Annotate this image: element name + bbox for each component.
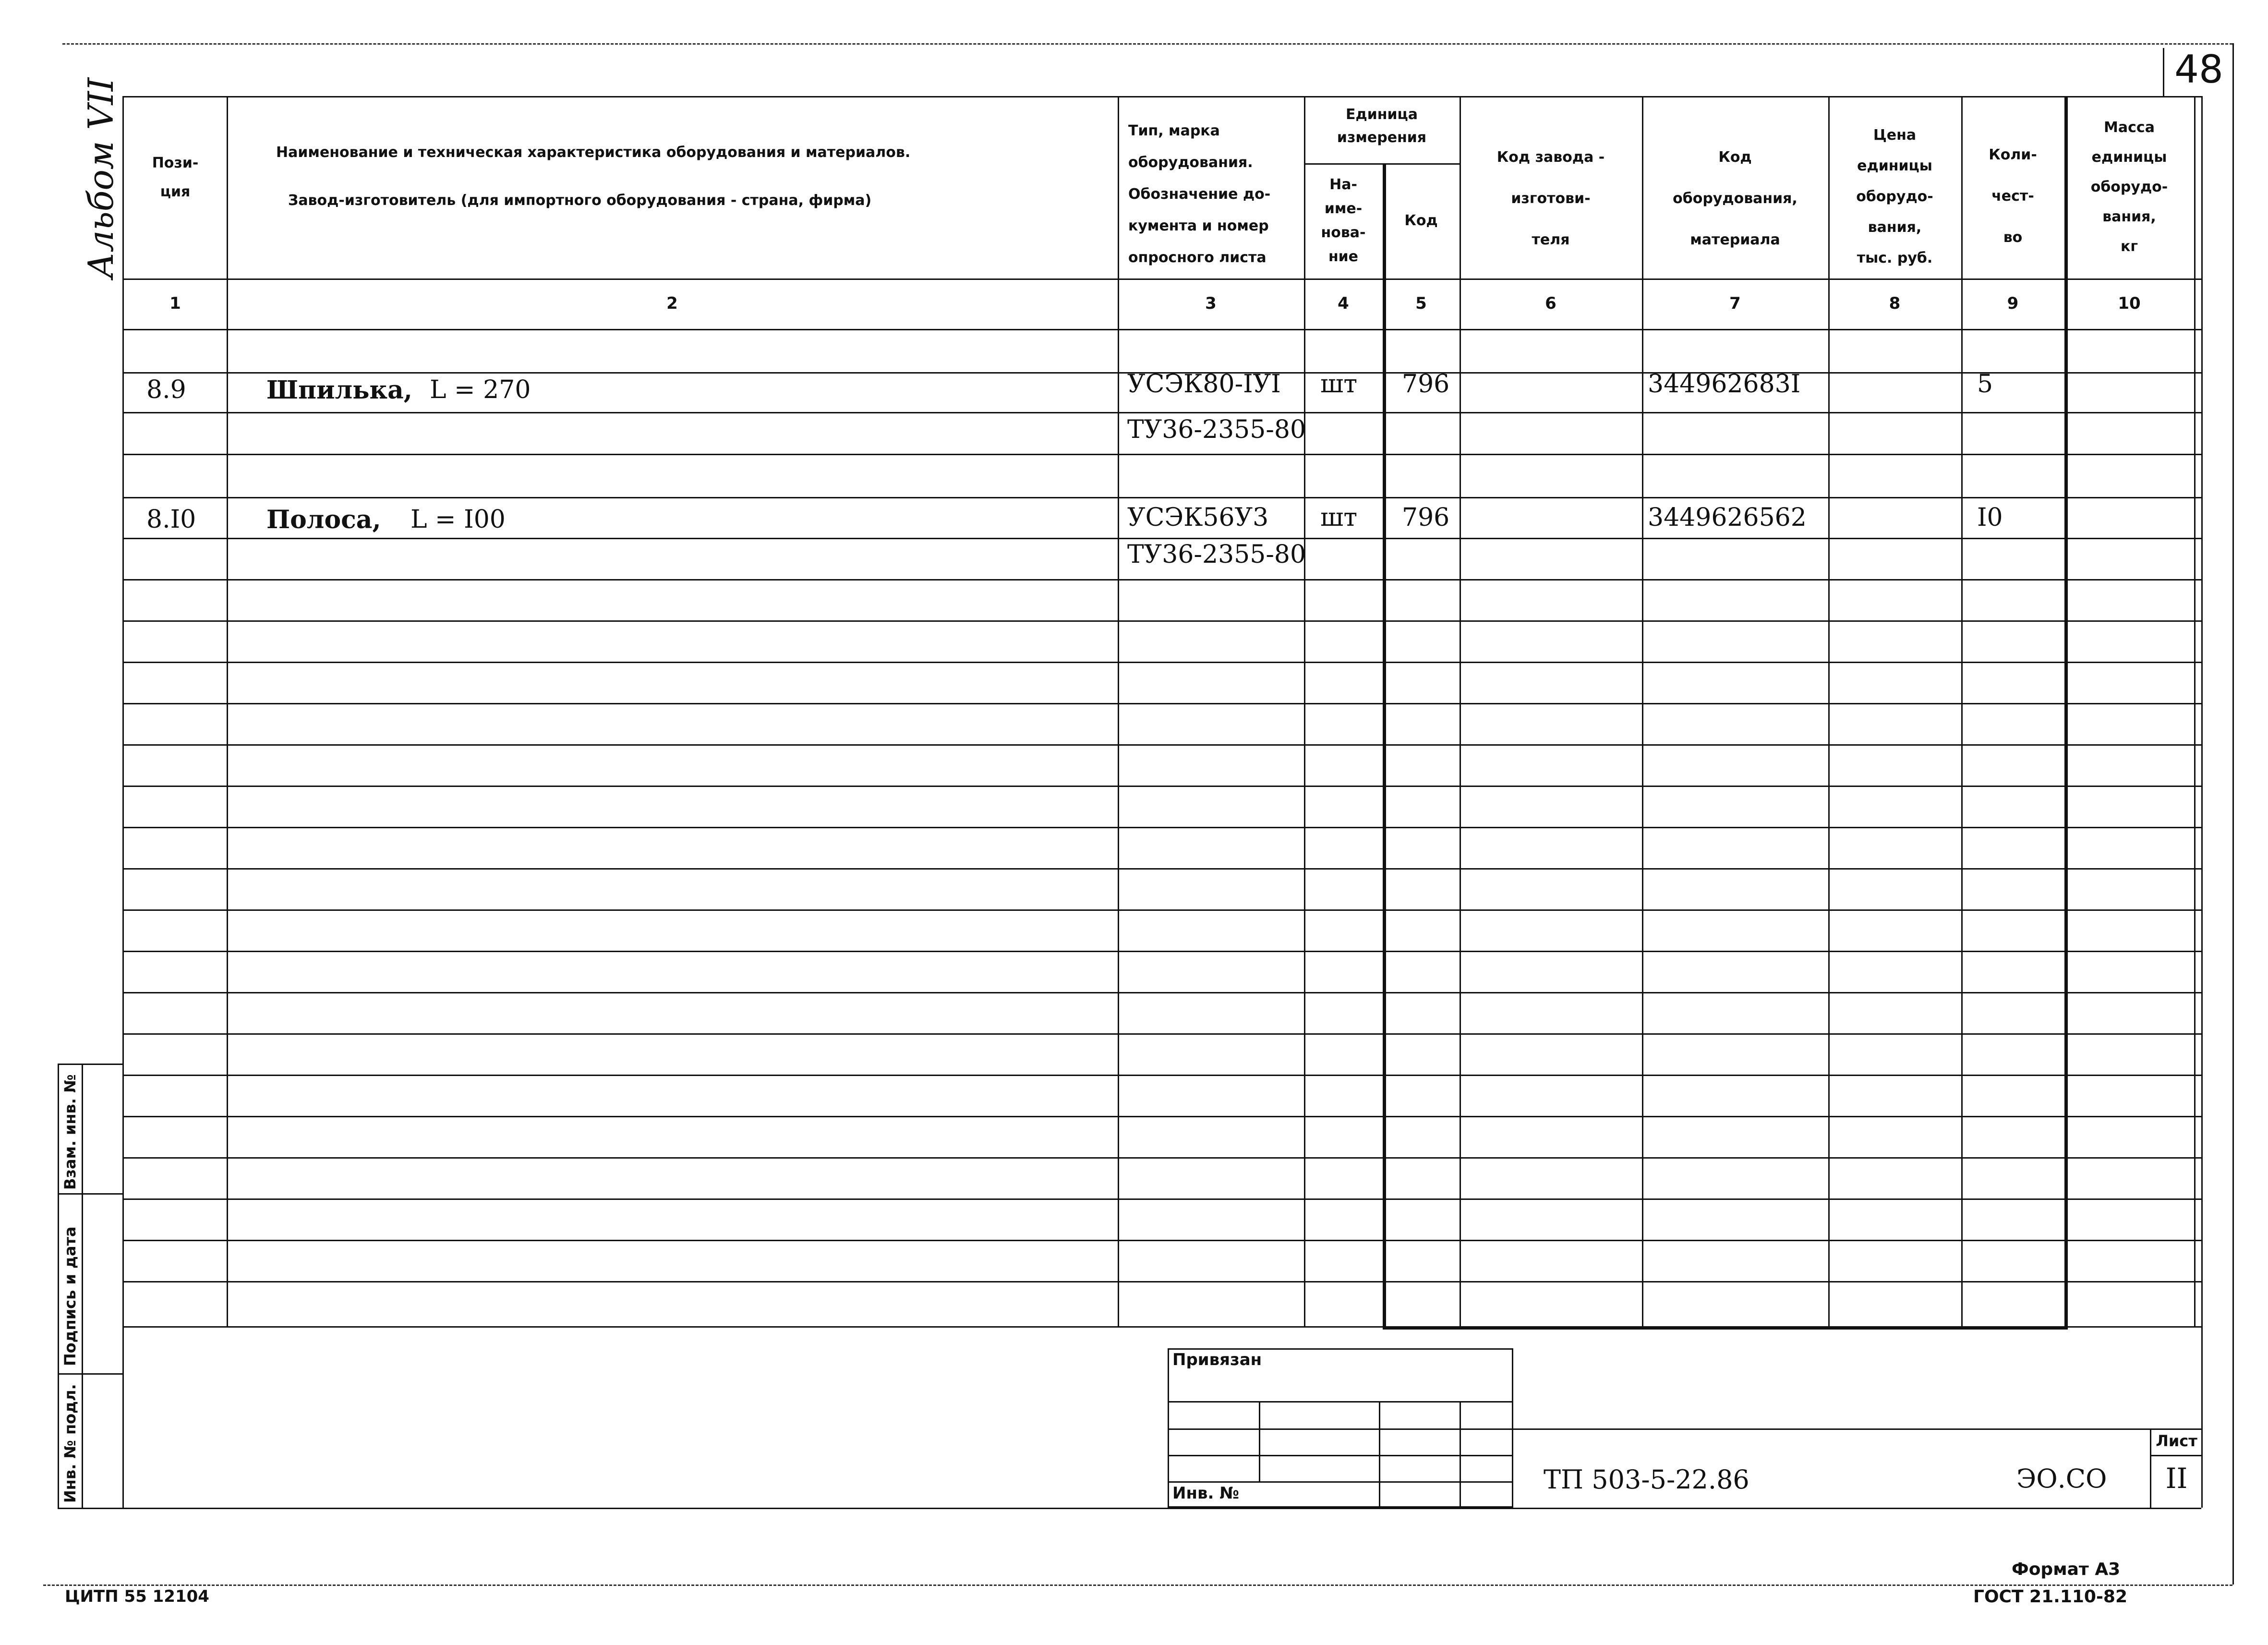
- row-type: УСЭК80-IУI: [1127, 370, 1281, 399]
- page-number: 48: [2174, 47, 2223, 92]
- outer-bottom-line: [43, 1585, 2232, 1586]
- row-unit-code: 796: [1402, 370, 1450, 399]
- page-number-box-left: [2163, 48, 2164, 96]
- row-line: [122, 1033, 2201, 1035]
- row-line: [122, 579, 2201, 581]
- header-unit-name: На- име- нова- ние: [1321, 176, 1366, 265]
- colnum-6: 6: [1545, 294, 1556, 313]
- row-length: L = I00: [410, 505, 506, 534]
- col-line-9: [2064, 96, 2068, 1328]
- footer-gost: ГОСТ 21.110-82: [1973, 1587, 2128, 1607]
- margin-strip-div2: [58, 1373, 122, 1375]
- section-code: ЭО.СО: [2016, 1464, 2107, 1494]
- row-line: [122, 786, 2201, 787]
- header-price: Цена единицы оборудо- вания, тыс. руб.: [1856, 127, 1933, 266]
- col-line-8: [1961, 96, 1963, 1328]
- outer-right-line: [2232, 43, 2234, 1585]
- colnum-2: 2: [666, 294, 678, 313]
- row-doc: ТУ36-2355-80: [1127, 415, 1306, 444]
- row-line: [122, 1116, 2201, 1117]
- colnum-4: 4: [1338, 294, 1349, 313]
- row-line: [122, 454, 2201, 455]
- colnum-7: 7: [1729, 294, 1741, 313]
- privyazan-line3: [1168, 1455, 1513, 1456]
- privyazan-line1: [1168, 1401, 1513, 1403]
- row-line: [122, 620, 2201, 622]
- privyazan-line4: [1168, 1481, 1513, 1483]
- row-pos: 8.9: [146, 375, 186, 404]
- row-line: [122, 497, 2201, 498]
- row-line: [122, 951, 2201, 952]
- row-name: Шпилька,: [266, 375, 412, 405]
- row-line: [122, 1198, 2201, 1200]
- col-line-6: [1642, 96, 1643, 1328]
- row-qty: 5: [1977, 370, 1993, 399]
- inv-no-label: Инв. №: [1172, 1484, 1240, 1503]
- row-line: [122, 1075, 2201, 1076]
- header-bottom-line: [122, 278, 2201, 280]
- frame-bottom: [58, 1508, 2201, 1509]
- header-qty: Коли- чест- во: [1989, 146, 2037, 246]
- doc-code: ТП 503-5-22.86: [1544, 1464, 1749, 1495]
- col-line-7: [1828, 96, 1830, 1328]
- row-line: [122, 538, 2201, 539]
- row-qty: I0: [1977, 503, 2003, 532]
- margin-strip-div1: [58, 1193, 122, 1195]
- header-unit-code: Код: [1404, 212, 1438, 229]
- privyazan-v3: [1460, 1401, 1461, 1508]
- row-line: [122, 909, 2201, 911]
- colnum-9: 9: [2007, 294, 2019, 313]
- row-length: L = 270: [430, 375, 531, 404]
- header-material-code: Код оборудования, материала: [1673, 149, 1798, 248]
- row-line: [122, 827, 2201, 828]
- frame-top: [122, 96, 2201, 97]
- colnum-10: 10: [2118, 294, 2141, 313]
- main-stamp-top: [1513, 1428, 2201, 1430]
- row-line: [122, 992, 2201, 993]
- header-pos: Пози- ция: [152, 155, 199, 200]
- privyazan-label: Привязан: [1172, 1350, 1262, 1369]
- privyazan-v2: [1379, 1401, 1380, 1508]
- row-material-code: 3449626562: [1648, 503, 1807, 532]
- row-unit: шт: [1320, 370, 1358, 399]
- row-line: [122, 868, 2201, 870]
- row-pos: 8.I0: [146, 505, 196, 534]
- margin-podpis: Подпись и дата: [61, 1226, 79, 1366]
- colnum-1: 1: [169, 294, 181, 313]
- row-line: [122, 662, 2201, 663]
- table-bottom-line: [1383, 1326, 2068, 1330]
- colnum-3: 3: [1205, 294, 1217, 313]
- header-name-line1: Наименование и техническая характеристика оборудования и материалов.: [276, 144, 911, 161]
- top-dash-line: [62, 43, 2232, 45]
- sheet-number: II: [2165, 1462, 2188, 1495]
- colnum-5: 5: [1415, 294, 1427, 313]
- album-label: Альбом VII: [81, 77, 121, 278]
- row-line: [122, 1281, 2201, 1282]
- col-line-2: [1118, 96, 1119, 1328]
- header-type: Тип, марка оборудования. Обозначение до- кумента и номер опросного листа: [1128, 122, 1271, 266]
- row-line: [122, 412, 2201, 413]
- col-line-5: [1460, 96, 1461, 1328]
- sheet-label: Лист: [2156, 1432, 2197, 1450]
- row-doc: ТУ36-2355-80: [1127, 540, 1306, 569]
- row-unit: шт: [1320, 503, 1358, 532]
- footer-left: ЦИТП 55 12104: [65, 1587, 209, 1606]
- unit-group-line: [1304, 163, 1460, 165]
- margin-strip-mid: [82, 1064, 83, 1508]
- margin-vzam: Взам. инв. №: [61, 1074, 79, 1190]
- margin-strip-left: [58, 1064, 59, 1508]
- footer-format: Формат А3: [2012, 1560, 2121, 1579]
- margin-inv-podl: Инв. № подл.: [61, 1384, 79, 1503]
- colnum-bottom-line: [122, 329, 2201, 330]
- col-line-10: [2194, 96, 2196, 1328]
- frame-right: [2201, 96, 2203, 1508]
- row-line: [122, 744, 2201, 746]
- row-name: Полоса,: [266, 505, 381, 534]
- header-mass: Масса единицы оборудо- вания, кг: [2090, 119, 2168, 255]
- sheet-box-left: [2150, 1428, 2151, 1508]
- sheet-box-mid: [2150, 1455, 2201, 1456]
- margin-strip-top: [58, 1064, 122, 1065]
- header-unit-group: Единица измерения: [1337, 106, 1427, 146]
- privyazan-line2: [1168, 1428, 1513, 1430]
- row-material-code: 344962683I: [1648, 370, 1801, 399]
- col-line-1: [227, 96, 228, 1328]
- header-name-line2: Завод-изготовитель (для импортного оборудования - страна, фирма): [288, 192, 872, 209]
- row-line: [122, 1240, 2201, 1241]
- row-line: [122, 703, 2201, 704]
- privyazan-v1: [1259, 1401, 1260, 1481]
- row-type: УСЭК56У3: [1127, 503, 1269, 532]
- header-maker-code: Код завода - изготови- теля: [1496, 149, 1605, 248]
- row-unit-code: 796: [1402, 503, 1450, 532]
- col-line-3: [1304, 96, 1305, 1328]
- colnum-8: 8: [1889, 294, 1901, 313]
- row-line: [122, 1157, 2201, 1159]
